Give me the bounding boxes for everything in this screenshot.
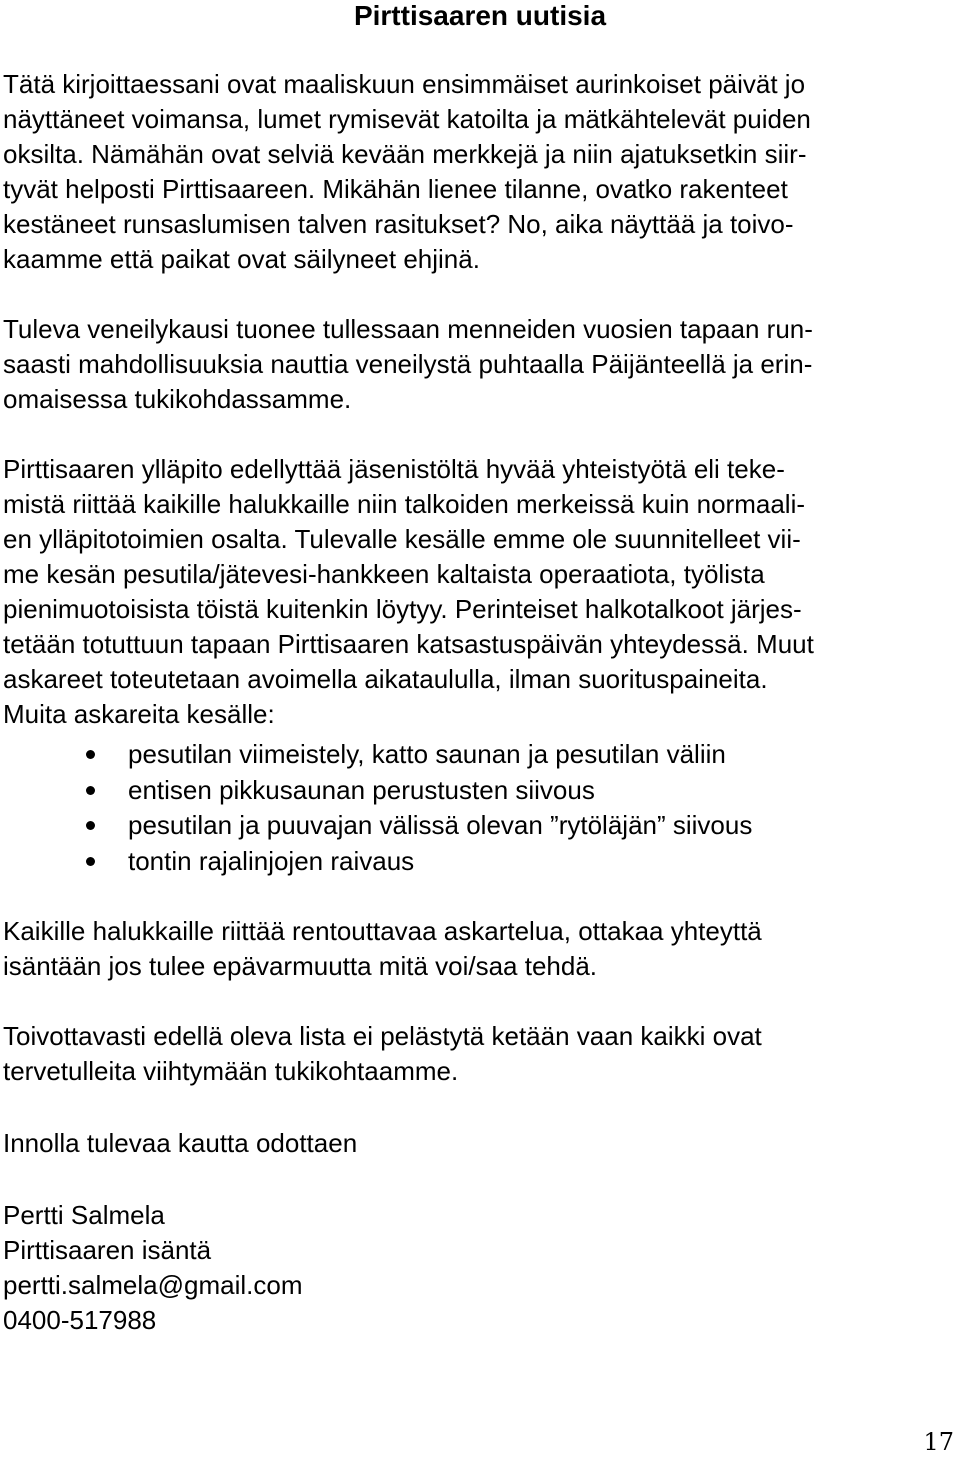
paragraph-1-line: tyvät helposti Pirttisaareen. Mikähän lienee tilanne, ovatko rakenteet: [3, 174, 788, 204]
paragraph-1-line: oksilta. Nämähän ovat selviä kevään merkkejä ja niin ajatuksetkin siir-: [3, 139, 807, 169]
bullet-icon: [86, 786, 95, 795]
paragraph-3-line: mistä riittää kaikille halukkaille niin talkoiden merkeissä kuin normaali-: [3, 489, 806, 519]
paragraph-1-line: näyttäneet voimansa, lumet rymisevät katoilta ja mätkähtelevät puiden: [3, 104, 811, 134]
paragraph-5-line: Toivottavasti edellä oleva lista ei pelästytä ketään vaan kaikki ovat: [3, 1021, 762, 1051]
signature-role: Pirttisaaren isäntä: [3, 1235, 212, 1265]
paragraph-1-line: kaamme että paikat ovat säilyneet ehjinä.: [3, 244, 480, 274]
paragraph-3-line: en ylläpitotoimien osalta. Tulevalle kesälle emme ole suunnitelleet vii-: [3, 524, 801, 554]
paragraph-3-line: pienimuotoisista töistä kuitenkin löytyy. Perinteiset halkotalkoot järjes-: [3, 594, 802, 624]
signature-phone: 0400-517988: [3, 1305, 157, 1335]
paragraph-1-line: Tätä kirjoittaessani ovat maaliskuun ensimmäiset aurinkoiset päivät jo: [3, 69, 806, 99]
bullet-icon: [86, 750, 95, 759]
list-item-text: pesutilan viimeistely, katto saunan ja pesutilan väliin: [128, 739, 726, 769]
list-item-text: tontin rajalinjojen raivaus: [128, 846, 415, 876]
paragraph-3-line: askareet toteutetaan avoimella aikataululla, ilman suorituspaineita.: [3, 664, 768, 694]
paragraph-2-line: Tuleva veneilykausi tuonee tullessaan menneiden vuosien tapaan run-: [3, 314, 813, 344]
paragraph-3-line: Pirttisaaren ylläpito edellyttää jäsenistöltä hyvää yhteistyötä eli teke-: [3, 454, 785, 484]
page-title: Pirttisaaren uutisia: [353, 0, 607, 31]
paragraph-1-line: kestäneet runsaslumisen talven rasitukset? No, aika näyttää ja toivo-: [3, 209, 794, 239]
signature-name: Pertti Salmela: [3, 1200, 165, 1230]
bullet-icon: [86, 821, 95, 830]
list-item-text: entisen pikkusaunan perustusten siivous: [128, 775, 595, 805]
closing-line: Innolla tulevaa kautta odottaen: [3, 1128, 358, 1158]
paragraph-4-line: Kaikille halukkaille riittää rentouttavaa askartelua, ottakaa yhteyttä: [3, 916, 762, 946]
signature-email: pertti.salmela@gmail.com: [3, 1270, 303, 1300]
list-item-text: pesutilan ja puuvajan välissä olevan ”rytöläjän” siivous: [128, 810, 753, 840]
bullet-icon: [86, 857, 95, 866]
page-number: 17: [923, 1428, 954, 1456]
paragraph-2-line: omaisessa tukikohdassamme.: [3, 384, 352, 414]
paragraph-5-line: tervetulleita viihtymään tukikohtaamme.: [3, 1056, 459, 1086]
paragraph-3-line: tetään totuttuun tapaan Pirttisaaren katsastuspäivän yhteydessä. Muut: [3, 629, 814, 659]
paragraph-2-line: saasti mahdollisuuksia nauttia veneilystä puhtaalla Päijänteellä ja erin-: [3, 349, 813, 379]
paragraph-4-line: isäntään jos tulee epävarmuutta mitä voi/saa tehdä.: [3, 951, 598, 981]
paragraph-3-line: Muita askareita kesälle:: [3, 699, 275, 729]
paragraph-3-line: me kesän pesutila/jätevesi-hankkeen kaltaista operaatiota, työlista: [3, 559, 765, 589]
